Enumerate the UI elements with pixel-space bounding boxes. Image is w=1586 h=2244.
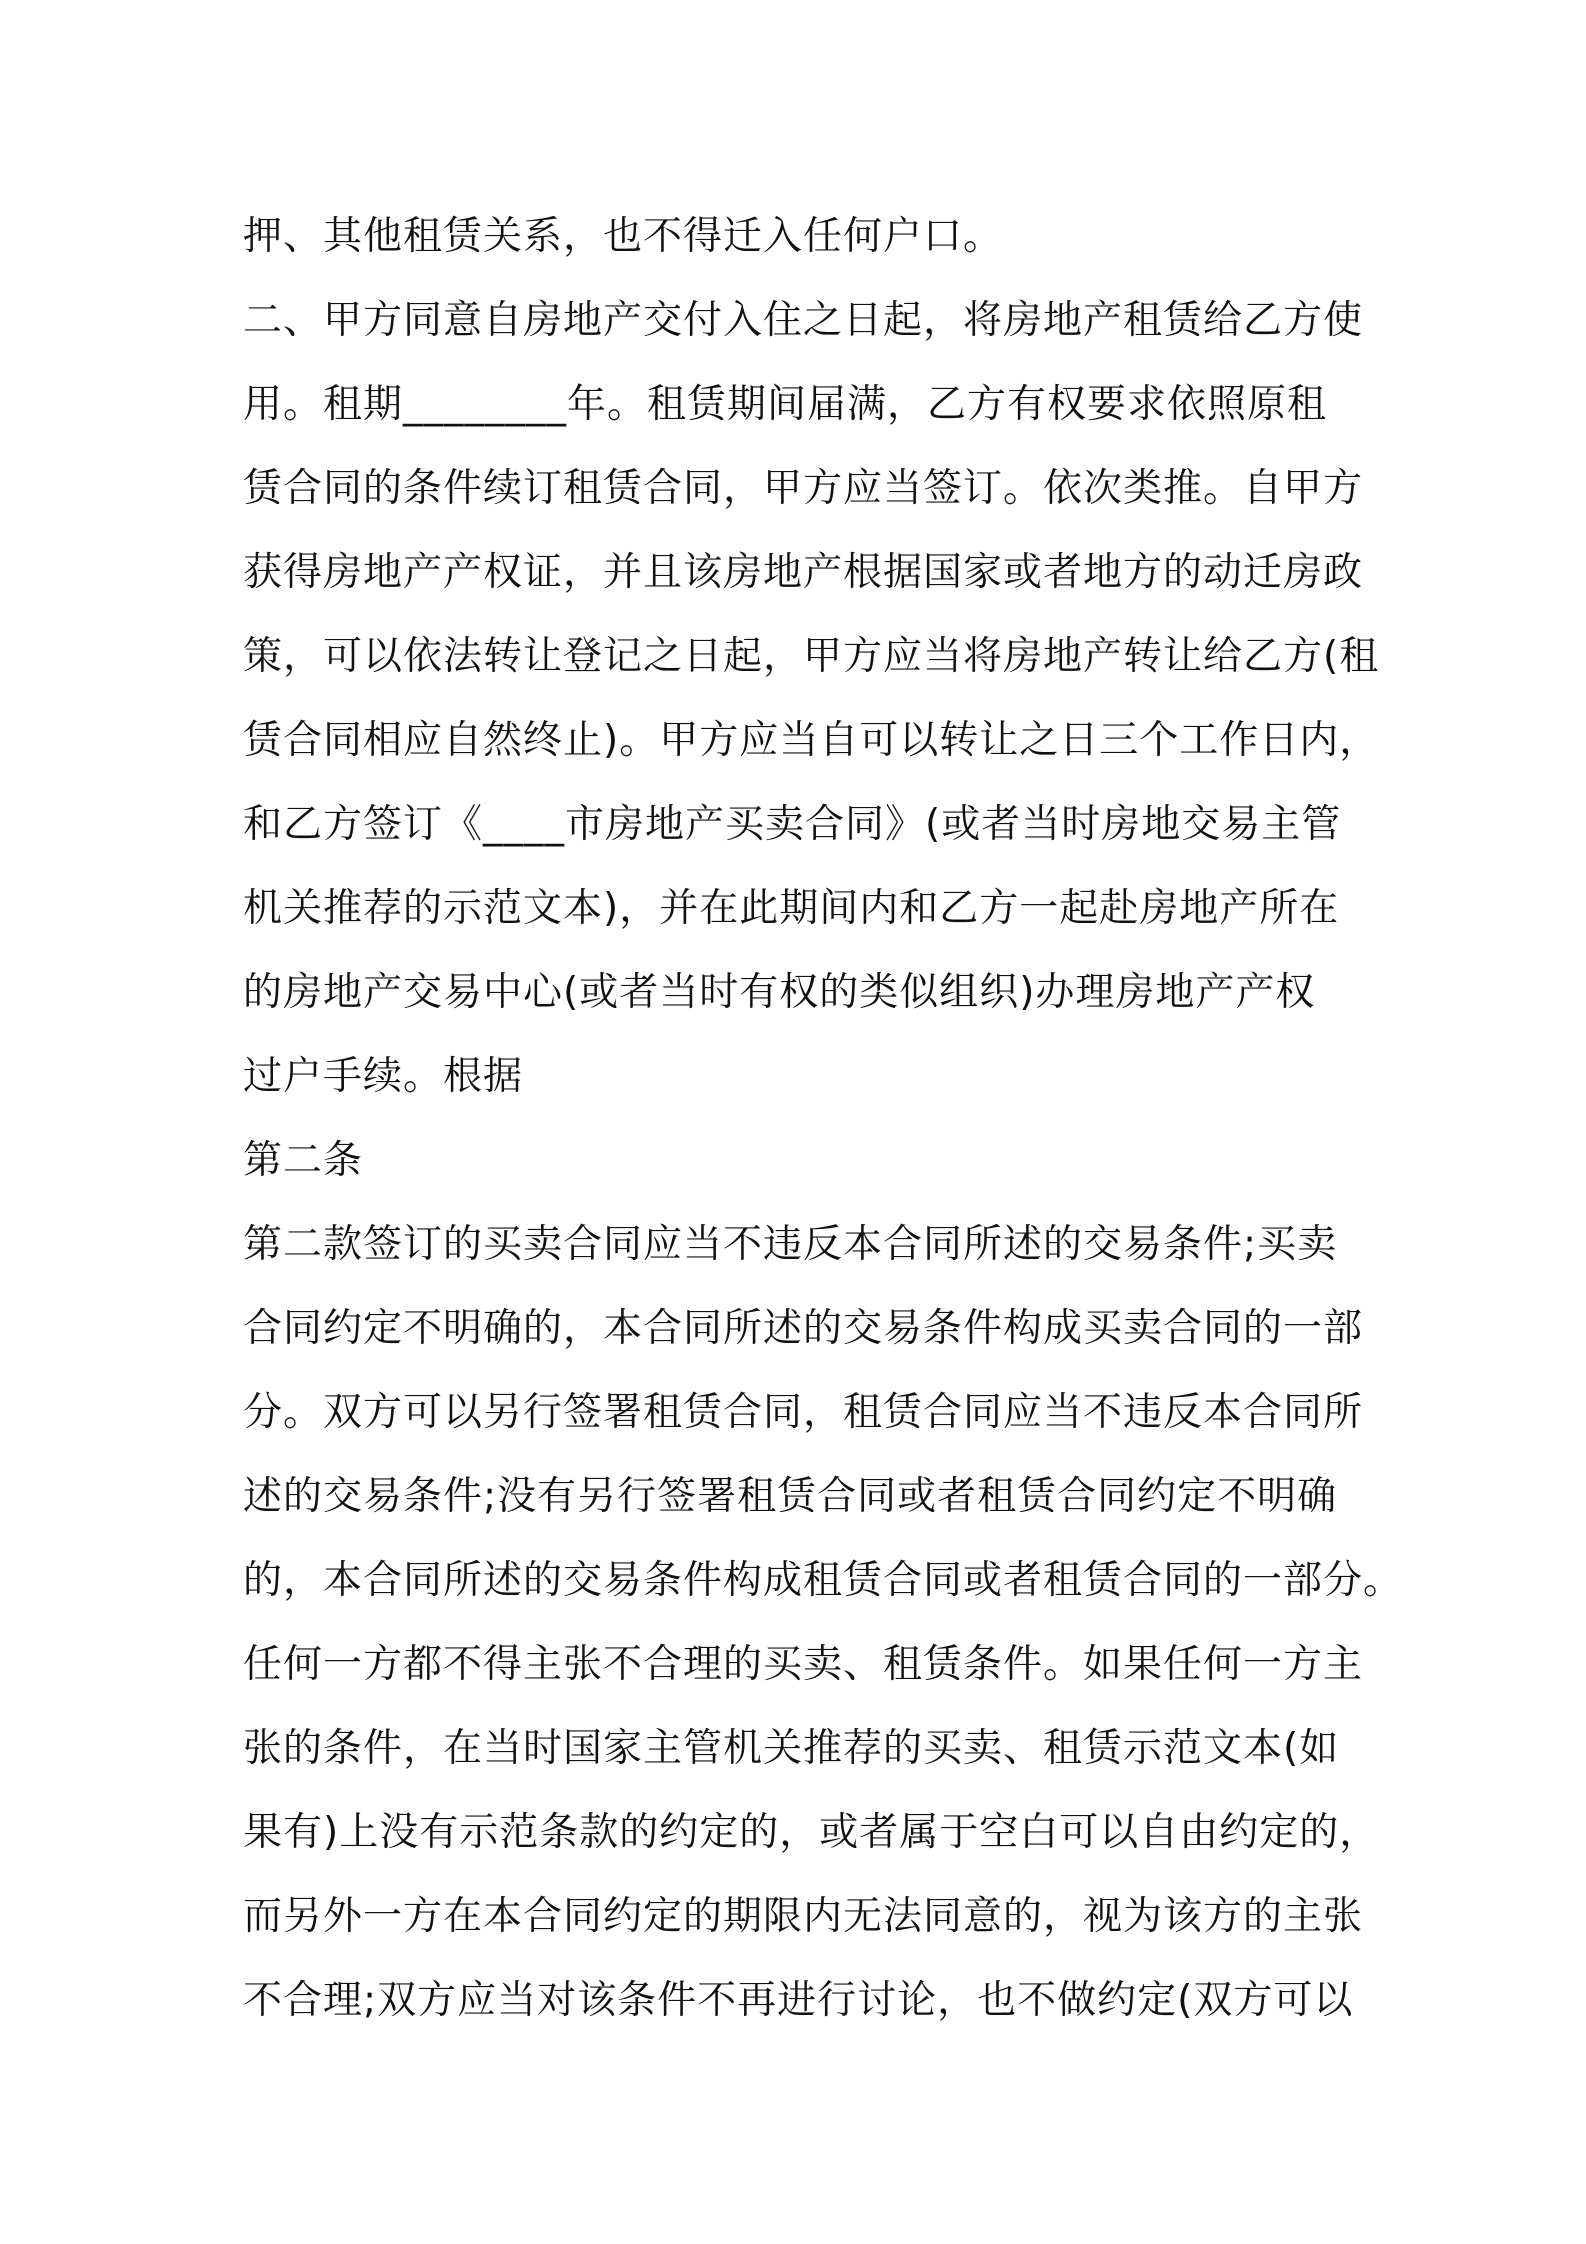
text-line: 赁合同相应自然终止)。甲方应当自可以转让之日三个工作日内， bbox=[243, 718, 1380, 763]
text-line: 策，可以依法转让登记之日起，甲方应当将房地产转让给乙方(租 bbox=[243, 634, 1380, 679]
text-line: 果有)上没有示范条款的约定的，或者属于空白可以自由约定的， bbox=[243, 1810, 1380, 1855]
text-line: 第二款签订的买卖合同应当不违反本合同所述的交易条件;买卖 bbox=[243, 1222, 1338, 1267]
text-line: 不合理;双方应当对该条件不再进行讨论，也不做约定(双方可以 bbox=[243, 1978, 1354, 2023]
document-body bbox=[243, 195, 1404, 2043]
text-line: 述的交易条件;没有另行签署租赁合同或者租赁合同约定不明确 bbox=[243, 1474, 1338, 1519]
text-line: 的，本合同所述的交易条件构成租赁合同或者租赁合同的一部分。 bbox=[243, 1558, 1404, 1603]
text-line: 张的条件，在当时国家主管机关推荐的买卖、租赁示范文本(如 bbox=[243, 1726, 1340, 1771]
text-line: 和乙方签订《____市房地产买卖合同》(或者当时房地交易主管 bbox=[243, 802, 1342, 847]
text-line: 用。租期________年。租赁期间届满，乙方有权要求依照原租 bbox=[243, 382, 1328, 427]
text-line: 赁合同的条件续订租赁合同，甲方应当签订。依次类推。自甲方 bbox=[243, 466, 1364, 511]
text-line: 二、甲方同意自房地产交付入住之日起，将房地产租赁给乙方使 bbox=[243, 298, 1364, 343]
text-line: 获得房地产产权证，并且该房地产根据国家或者地方的动迁房政 bbox=[243, 550, 1364, 595]
text-line: 合同约定不明确的，本合同所述的交易条件构成买卖合同的一部 bbox=[243, 1306, 1364, 1351]
text-line: 分。双方可以另行签署租赁合同，租赁合同应当不违反本合同所 bbox=[243, 1390, 1364, 1435]
text-line: 而另外一方在本合同约定的期限内无法同意的，视为该方的主张 bbox=[243, 1894, 1364, 1939]
text-line: 的房地产交易中心(或者当时有权的类似组织)办理房地产产权 bbox=[243, 970, 1316, 1015]
section-heading: 第二条 bbox=[243, 1138, 364, 1183]
text-line: 押、其他租赁关系，也不得迁入任何户口。 bbox=[243, 214, 1004, 259]
text-line: 过户手续。根据 bbox=[243, 1054, 524, 1099]
text-line: 任何一方都不得主张不合理的买卖、租赁条件。如果任何一方主 bbox=[243, 1642, 1364, 1687]
text-line: 机关推荐的示范文本)，并在此期间内和乙方一起赴房地产所在 bbox=[243, 886, 1340, 931]
